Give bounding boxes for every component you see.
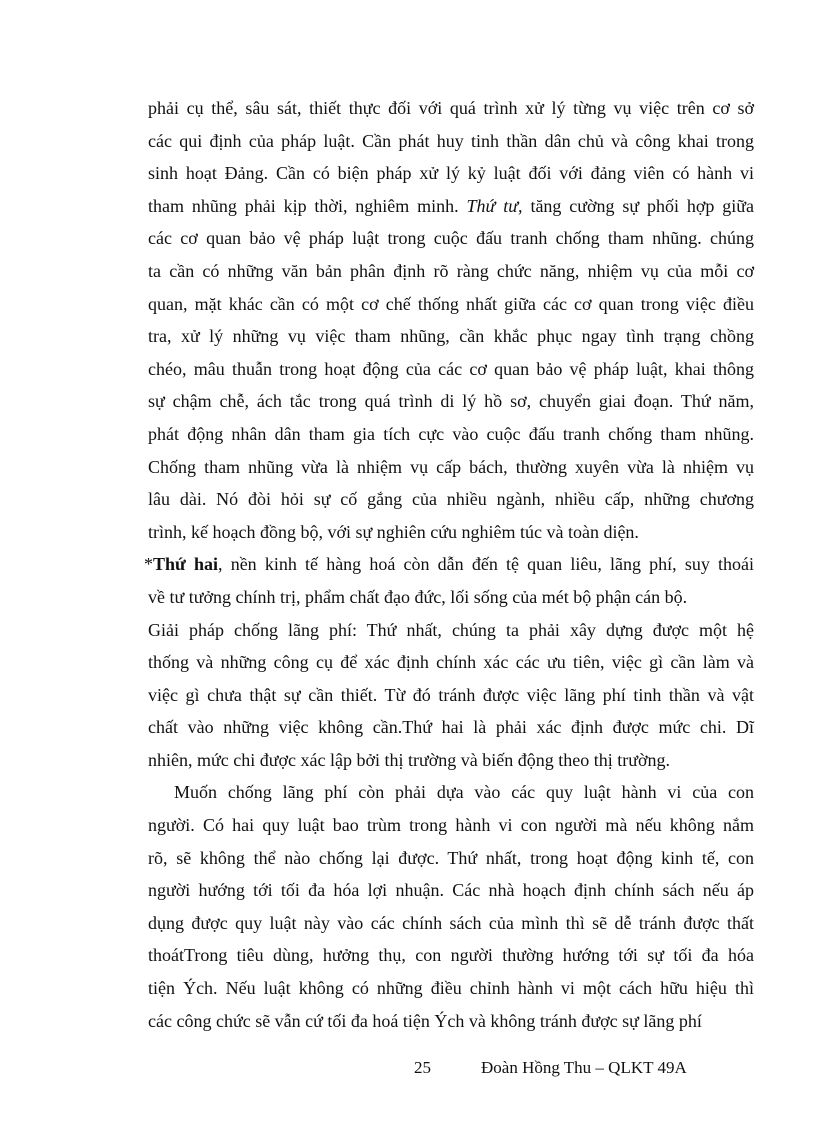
bold-heading-thu-hai: Thứ hai <box>153 554 219 575</box>
paragraph-anti-corruption <box>148 92 754 548</box>
text-line: Chống tham nhũng vừa là nhiệm vụ cấp bách, thường xuyên vừa là nhiệm vụ <box>148 456 754 477</box>
text-line: việc gì chưa thật sự cần thiết. Từ đó tránh được việc lãng phí tinh thần và vật <box>148 684 754 705</box>
text-line: ta cần có những văn bản phân định rõ ràng chức năng, nhiệm vụ của mỗi cơ <box>148 260 754 281</box>
text-line: tiện Ých. Nếu luật không có những điều chỉnh hành vi một cách hữu hiệu thì <box>148 978 754 999</box>
body-text <box>144 92 755 1037</box>
bullet-asterisk: * <box>144 554 153 575</box>
text-line: sự chậm chễ, ách tắc trong quá trình di lý hồ sơ, chuyển giai đoạn. Thứ năm, <box>148 391 754 412</box>
text-line: thống và những công cụ để xác định chính xác các ưu tiên, việc gì cần làm và <box>148 652 754 673</box>
text-line: chất vào những việc không cần.Thứ hai là phải xác định được mức chi. Dĩ <box>148 717 754 738</box>
text-line: Giải pháp chống lãng phí: Thứ nhất, chúng ta phải xây dựng được một hệ <box>148 619 754 640</box>
text-line: các công chức sẽ vẫn cứ tối đa hoá tiện Ých và không tránh được sự lãng phí <box>148 1010 702 1031</box>
text-line: nhiên, mức chi được xác lập bởi thị trường và biến động theo thị trường. <box>148 749 670 770</box>
text-line: phát động nhân dân tham gia tích cực vào cuộc đấu tranh chống tham nhũng. <box>148 423 754 444</box>
text-line: dụng được quy luật này vào các chính sách của mình thì sẽ dễ tránh được thất <box>148 912 754 933</box>
text-line: sinh hoạt Đảng. Cần có biện pháp xử lý kỷ luật đối với đảng viên có hành vi <box>148 163 754 184</box>
text-run: tăng cường sự phối hợp giữa <box>530 195 755 216</box>
paragraph-thu-hai <box>144 548 754 613</box>
text-run: , nền kinh tế hàng hoá còn dẫn đến tệ quan liêu, lãng phí, suy thoái <box>218 554 754 575</box>
text-line: chéo, mâu thuẫn trong hoạt động của các cơ quan bảo vệ pháp luật, khai thông <box>148 358 754 379</box>
text-line: người. Có hai quy luật bao trùm trong hành vi con người mà nếu không nắm <box>148 815 754 836</box>
paragraph-behavior-laws <box>148 776 754 1037</box>
footer-author: Đoàn Hồng Thu – QLKT 49A <box>481 1058 687 1077</box>
text-line: lâu dài. Nó đòi hỏi sự cố gắng của nhiều ngành, nhiều cấp, những chương <box>148 489 754 510</box>
text-line: phải cụ thể, sâu sát, thiết thực đối với quá trình xử lý từng vụ việc trên cơ sở <box>148 98 754 118</box>
text-line <box>144 548 754 581</box>
text-line: tra, xử lý những vụ việc tham nhũng, cần khắc phục ngay tình trạng chồng <box>148 326 754 347</box>
paragraph-anti-waste-solution <box>148 614 754 777</box>
text-line: người hướng tới tối đa hóa lợi nhuận. Các nhà hoạch định chính sách nếu áp <box>148 880 754 901</box>
text-line: quan, mặt khác cần có một cơ chế thống nhất giữa các cơ quan trong việc điều <box>148 293 754 314</box>
text-line <box>148 190 754 223</box>
text-line: các qui định của pháp luật. Cần phát huy tinh thần dân chủ và công khai trong <box>148 130 754 151</box>
text-run: tham nhũng phải kịp thời, nghiêm minh. <box>148 195 459 216</box>
text-line: Muốn chống lãng phí còn phải dựa vào các quy luật hành vi của con <box>174 782 754 803</box>
text-line: về tư tưởng chính trị, phẩm chất đạo đức, lối sống của mét bộ phận cán bộ. <box>148 586 688 607</box>
text-line: trình, kế hoạch đồng bộ, với sự nghiên cứu nghiêm túc và toàn diện. <box>148 521 639 542</box>
text-line: rõ, sẽ không thể nào chống lại được. Thứ nhất, trong hoạt động kinh tế, con <box>148 847 754 868</box>
text-line: thoátTrong tiêu dùng, hưởng thụ, con người thường hướng tới sự tối đa hóa <box>148 945 754 966</box>
text-line: các cơ quan bảo vệ pháp luật trong cuộc đấu tranh chống tham nhũng. chúng <box>148 228 754 249</box>
page-number: 25 <box>414 1058 431 1077</box>
italic-phrase-thu-tu: Thứ tư, <box>466 195 523 216</box>
